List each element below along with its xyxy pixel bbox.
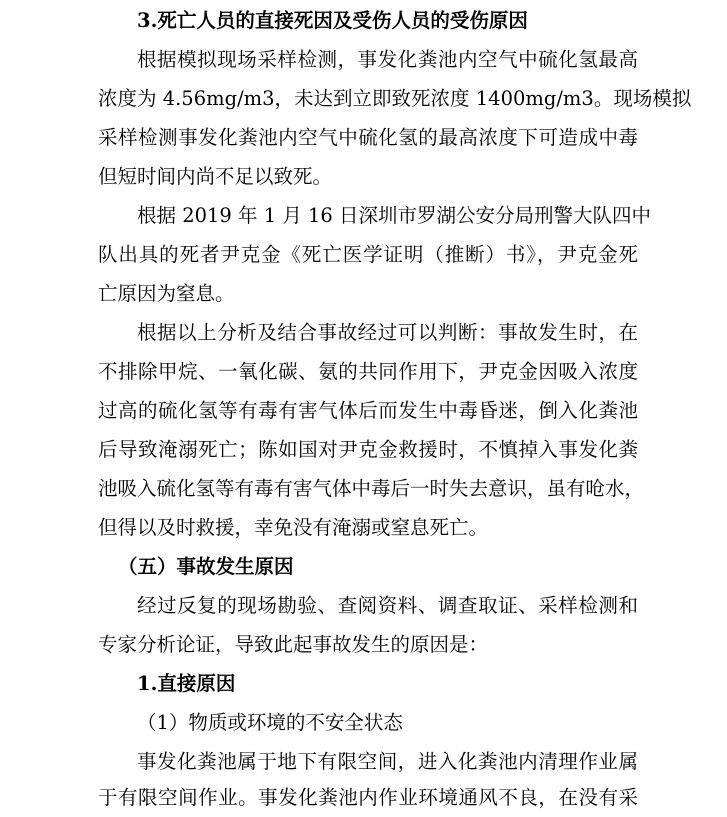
paragraph-line: 根据模拟现场采样检测，事发化粪池内空气中硫化氢最高: [137, 48, 638, 71]
paragraph-line: 根据 2019 年 1 月 16 日深圳市罗湖公安分局刑警大队四中: [137, 204, 652, 227]
paragraph-line: 队出具的死者尹克金《死亡医学证明（推断）书》，尹克金死: [98, 243, 638, 266]
paragraph-line: 浓度为 4.56mg/m3，未达到立即致死浓度 1400mg/m3。现场模拟: [98, 87, 692, 110]
subheading-direct-cause: 1.直接原因: [137, 672, 236, 695]
paragraph-line: 于有限空间作业。事发化粪池内作业环境通风不良，在没有采: [98, 786, 638, 809]
paragraph-line: 但得以及时救援，幸免没有淹溺或窒息死亡。: [98, 516, 489, 539]
paragraph-line: 采样检测事发化粪池内空气中硫化氢的最高浓度下可造成中毒: [98, 126, 638, 149]
paragraph-line: 亡原因为窒息。: [98, 282, 235, 305]
list-item-unsafe-state: （1）物质或环境的不安全状态: [137, 711, 403, 734]
paragraph-line: 事发化粪池属于地下有限空间，进入化粪池内清理作业属: [137, 750, 638, 773]
section-heading-accident-causes: （五）事故发生原因: [118, 555, 294, 578]
section-heading-death-causes: 3.死亡人员的直接死因及受伤人员的受伤原因: [137, 9, 528, 32]
paragraph-line: 后导致淹溺死亡；陈如国对尹克金救援时，不慎掉入事发化粪: [98, 438, 638, 461]
paragraph-line: 池吸入硫化氢等有毒有害气体中毒后一时失去意识，虽有呛水，: [98, 477, 645, 500]
paragraph-line: 经过反复的现场勘验、查阅资料、调查取证、采样检测和: [137, 594, 638, 617]
paragraph-line: 不排除甲烷、一氧化碳、氨的共同作用下，尹克金因吸入浓度: [98, 360, 638, 383]
paragraph-line: 但短时间内尚不足以致死。: [98, 165, 333, 188]
paragraph-line: 专家分析论证，导致此起事故发生的原因是：: [98, 633, 489, 656]
paragraph-line: 过高的硫化氢等有毒有害气体后而发生中毒昏迷，倒入化粪池: [98, 399, 638, 422]
paragraph-line: 根据以上分析及结合事故经过可以判断：事故发生时，在: [137, 321, 638, 344]
